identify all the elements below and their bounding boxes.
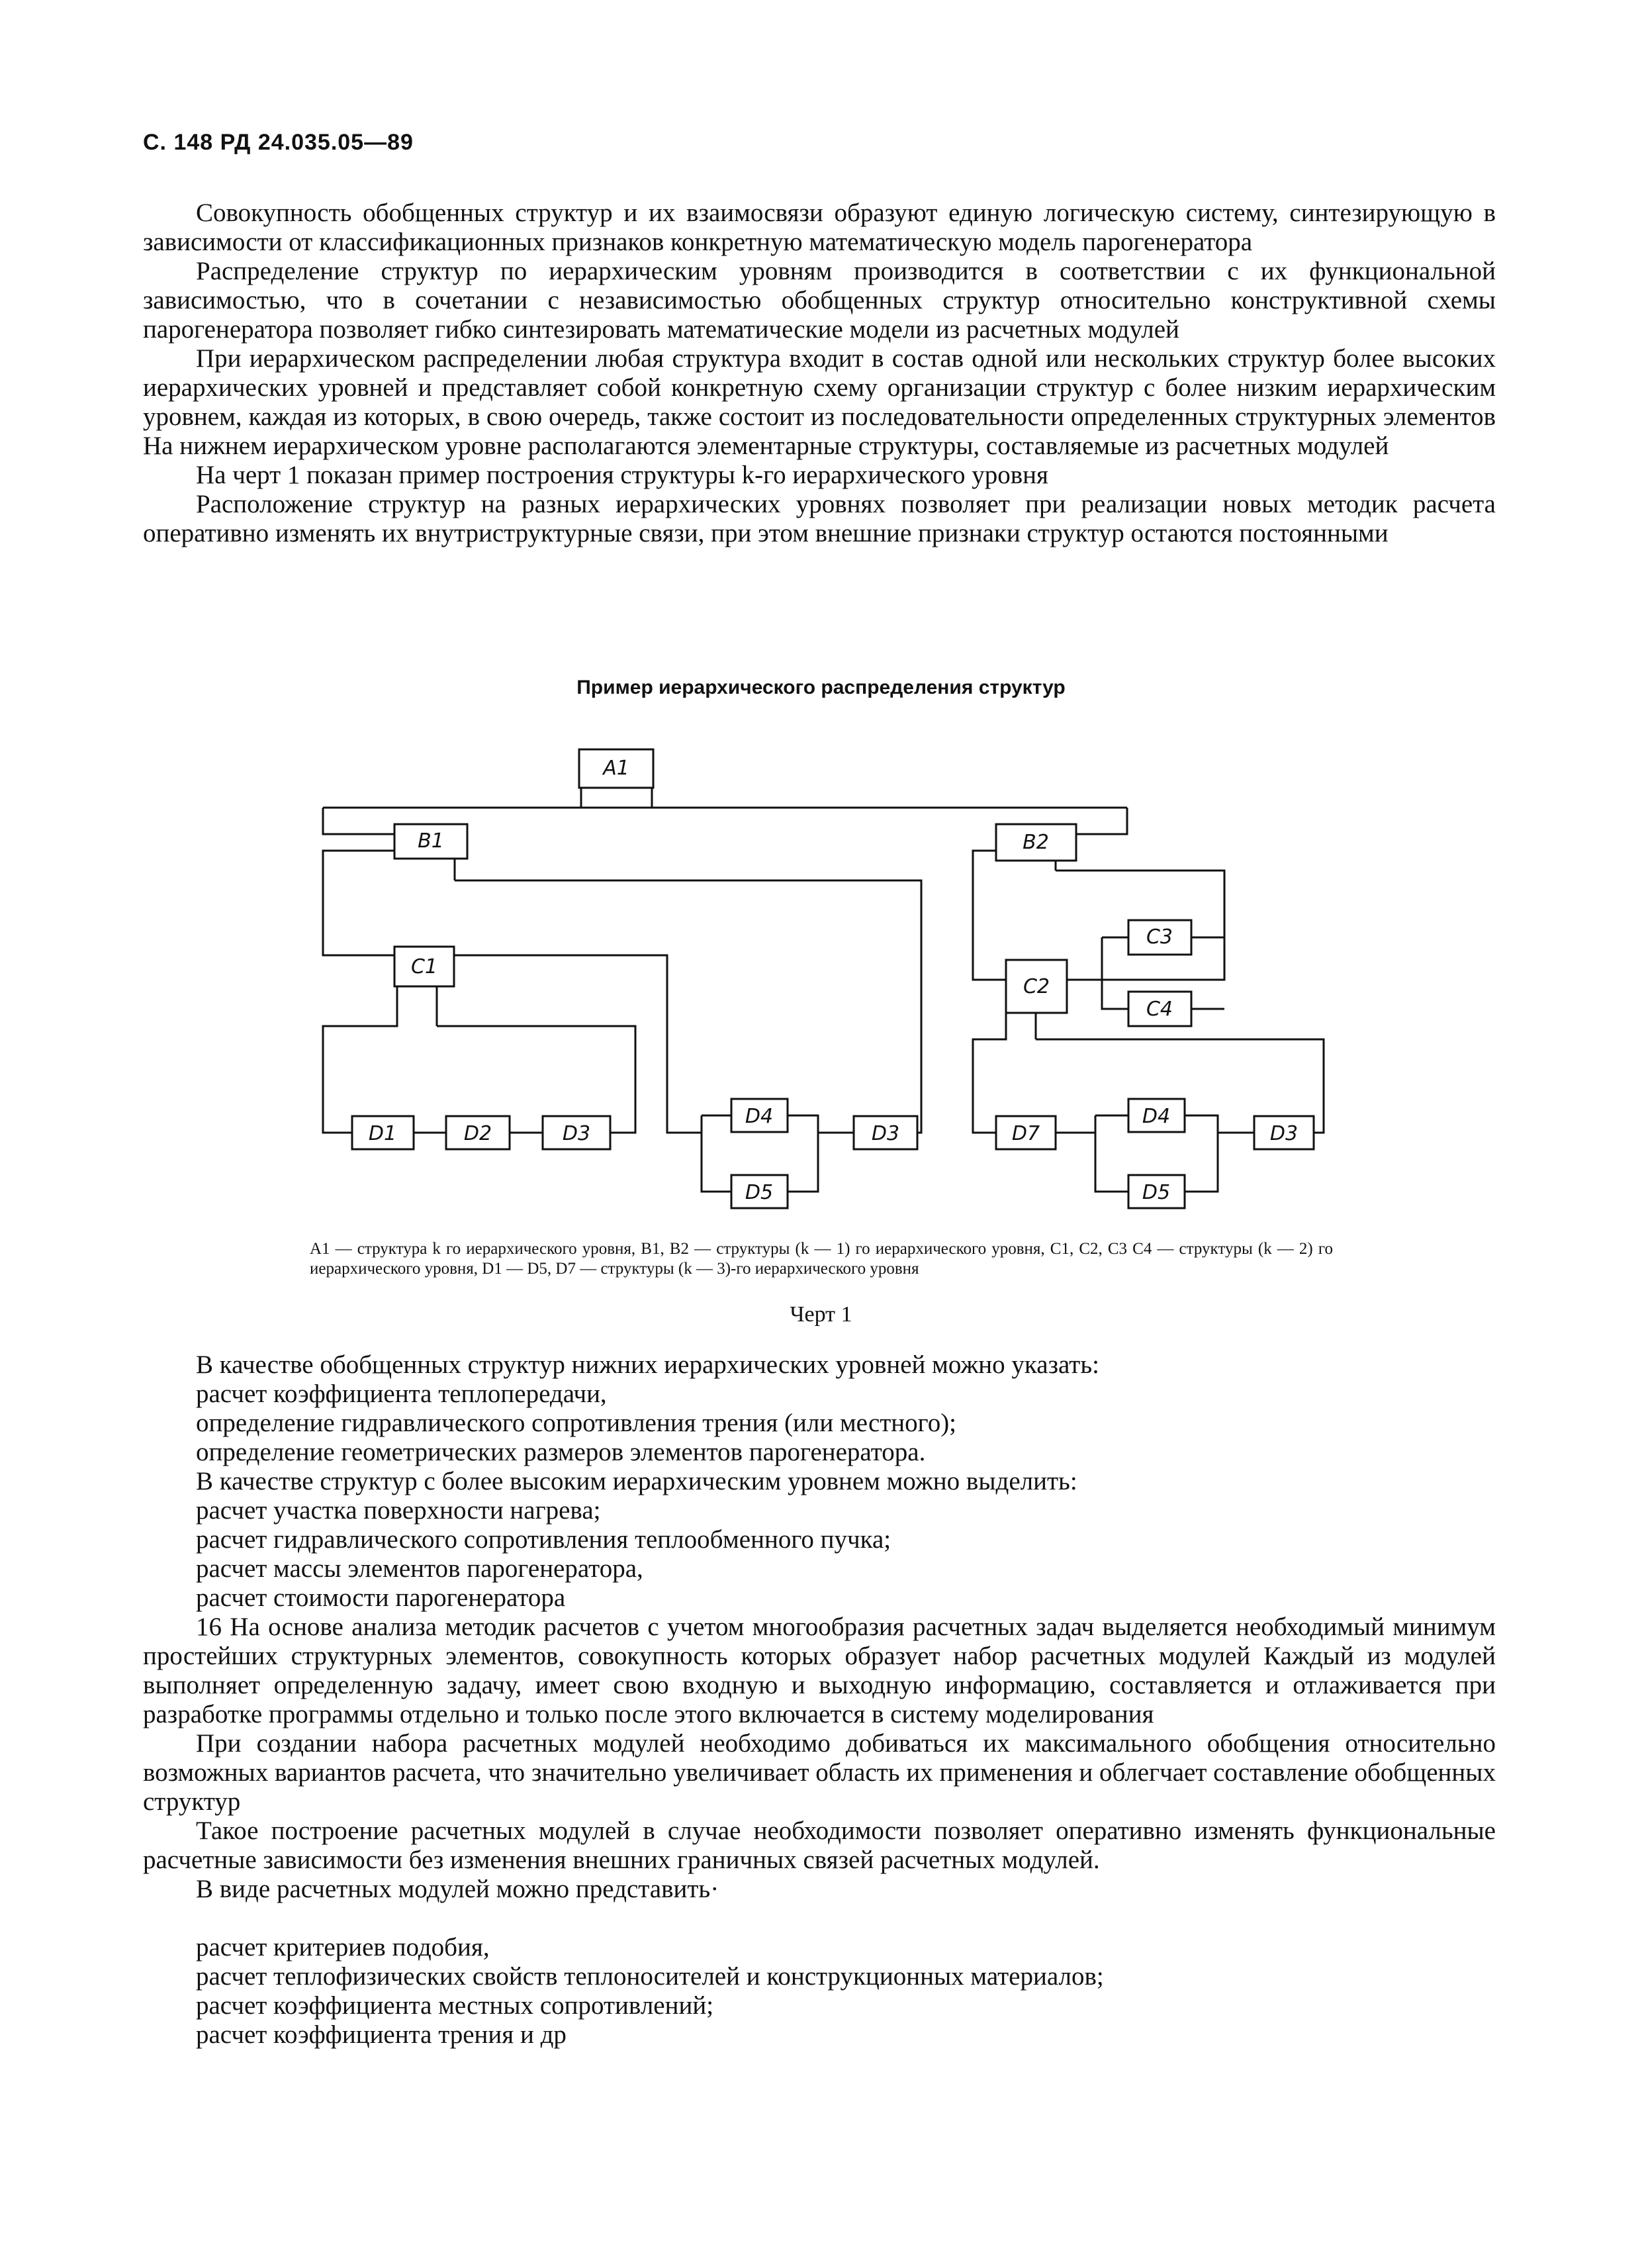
list-item: расчет гидравлического сопротивления теплообменного пучка; [196, 1525, 891, 1554]
paragraph: Расположение структур на разных иерархических уровнях позволяет при реализации новых методик расчета оперативно изменять их внутриструктурные связи, при этом внешние признаки структур остаются постоянными [143, 490, 1496, 547]
box-d7 [996, 1116, 1056, 1149]
line-c34-left [1102, 937, 1128, 1009]
list3 [196, 1933, 1493, 2050]
intro-text [143, 199, 1496, 548]
section-16 [143, 1613, 1496, 1904]
list-item: расчет стоимости парогенератора [196, 1583, 566, 1612]
box-b1 [394, 824, 467, 859]
svg-text:D3: D3 [871, 1122, 900, 1145]
list1-intro-block [143, 1350, 1496, 1380]
paragraph: Такое построение расчетных модулей в случае необходимости позволяет оперативно изменять функциональные расчетные зависимости без изменения внешних граничных связей расчетных модулей. [143, 1817, 1496, 1874]
svg-text:D3: D3 [562, 1122, 591, 1145]
figure-title: Пример иерархического распределения структур [576, 677, 1066, 698]
line-b2-c2 [973, 851, 1006, 980]
line-c1-left [323, 967, 397, 1133]
box-d1 [352, 1116, 414, 1149]
box-c2 [1006, 960, 1067, 1013]
list-item: расчет массы элементов парогенератора, [196, 1554, 643, 1583]
svg-text:B2: B2 [1023, 831, 1049, 854]
line-c2-left [973, 994, 1006, 1133]
svg-text:C2: C2 [1023, 975, 1050, 998]
svg-text:D4: D4 [1142, 1105, 1171, 1128]
box-d4-right [1128, 1099, 1185, 1132]
list-item: расчет критериев подобия, [196, 1933, 490, 1961]
line-to-b2 [1076, 808, 1127, 834]
svg-text:D5: D5 [1142, 1181, 1171, 1204]
line-d45-right [788, 1115, 818, 1192]
paragraph: В виде расчетных модулей можно представить· [196, 1875, 719, 1903]
box-a1 [579, 749, 653, 788]
list-item: расчет участка поверхности нагрева; [196, 1496, 601, 1525]
box-b2 [996, 824, 1076, 861]
line-d4b5b-left [1095, 1115, 1128, 1192]
figure-legend: A1 — структура k го иерархического уровня, B1, B2 — структуры (k — 1) го иерархического уровня, C1, C2, C3 C4 — структуры (k — 2) го иерархического уровня, D1 — D5, D7 — структуры (k — 3)-го иерархического уровня [310, 1240, 1333, 1278]
box-c1 [394, 947, 454, 986]
list1-intro: В качестве обобщенных структур нижних иерархических уровней можно указать: [196, 1350, 1099, 1379]
paragraph: При иерархическом распределении любая структура входит в состав одной или нескольких структур более высоких иерархических уровней и представляет собой конкретную схему организации структур с более низким иерархическим уровнем, каждая из которых, в свою очередь, также состоит из последовательности определенных структурных элементов На нижнем иерархическом уровне располагаются элементарные структуры, составляемые из расчетных модулей [143, 344, 1496, 460]
list2-intro-block [143, 1467, 1496, 1496]
svg-text:D7: D7 [1011, 1122, 1040, 1145]
list2-intro: В качестве структур с более высоким иерархическим уровнем можно выделить: [196, 1467, 1077, 1495]
list-item: расчет теплофизических свойств теплоносителей и конструкционных материалов; [196, 1962, 1104, 1991]
paragraph: На черт 1 показан пример построения структуры k-го иерархического уровня [196, 461, 1048, 489]
page-header: С. 148 РД 24.035.05—89 [143, 130, 414, 155]
paragraph: 16 На основе анализа методик расчетов с учетом многообразия расчетных задач выделяется необходимый минимум простейших структурных элементов, совокупность которых образует набор расчетных модулей Каждый из модулей выполняет определенную задачу, имеет свою входную и выходную информацию, составляется и отлаживается при разработке программы отдельно и только после этого включается в систему моделирования [143, 1613, 1496, 1728]
list2 [196, 1496, 1493, 1613]
box-c4 [1128, 992, 1191, 1026]
list-item: расчет коэффициента местных сопротивлений; [196, 1991, 714, 2020]
line-b1-c1 [323, 851, 397, 955]
box-d4 [731, 1099, 788, 1132]
list1 [196, 1380, 1493, 1467]
line-d45-left [702, 1115, 731, 1192]
box-d5 [731, 1175, 788, 1208]
box-c3 [1128, 920, 1191, 955]
list-item: определение гидравлического сопротивления трения (или местного); [196, 1409, 957, 1437]
list-item: определение геометрических размеров элементов парогенератора. [196, 1438, 926, 1466]
line-a1-left [581, 788, 679, 808]
svg-text:A1: A1 [603, 757, 629, 780]
box-d3-mid [854, 1116, 917, 1149]
box-d3 [543, 1116, 610, 1149]
list-item: расчет коэффициента трения и др [196, 2020, 567, 2049]
paragraph: При создании набора расчетных модулей необходимо добиваться их максимального обобщения относительно возможных вариантов расчета, что значительно увеличивает область их применения и облегчает составление обобщенных структур [143, 1729, 1496, 1816]
svg-text:B1: B1 [418, 829, 444, 853]
svg-text:D1: D1 [368, 1122, 397, 1145]
box-d5-right [1128, 1175, 1185, 1208]
svg-text:D5: D5 [745, 1181, 774, 1204]
paragraph: Распределение структур по иерархическим уровням производится в соответствии с их функциональной зависимостью, что в сочетании с независимостью обобщенных структур относительно конструктивной схемы парогенератора позволяет гибко синтезировать математические модели из расчетных модулей [143, 257, 1496, 344]
line-c1-d45 [455, 955, 702, 1133]
line-b1-right [455, 880, 921, 1133]
svg-text:D4: D4 [745, 1105, 774, 1128]
box-d3-right [1254, 1116, 1314, 1149]
line-to-b1 [323, 808, 394, 834]
list-item: расчет коэффициента теплопередачи, [196, 1380, 607, 1408]
svg-text:C4: C4 [1146, 998, 1173, 1021]
paragraph: Совокупность обобщенных структур и их взаимосвязи образуют единую логическую систему, синтезирующую в зависимости от классификационных признаков конкретную математическую модель парогенератора [143, 199, 1496, 256]
svg-text:D3: D3 [1269, 1122, 1299, 1145]
svg-text:D2: D2 [463, 1122, 492, 1145]
svg-text:C3: C3 [1146, 925, 1173, 949]
box-d2 [446, 1116, 510, 1149]
line-d4b5b-right [1185, 1115, 1218, 1192]
figure-label: Черт 1 [790, 1302, 852, 1327]
hierarchy-diagram [0, 722, 1642, 1238]
svg-text:C1: C1 [410, 955, 438, 978]
